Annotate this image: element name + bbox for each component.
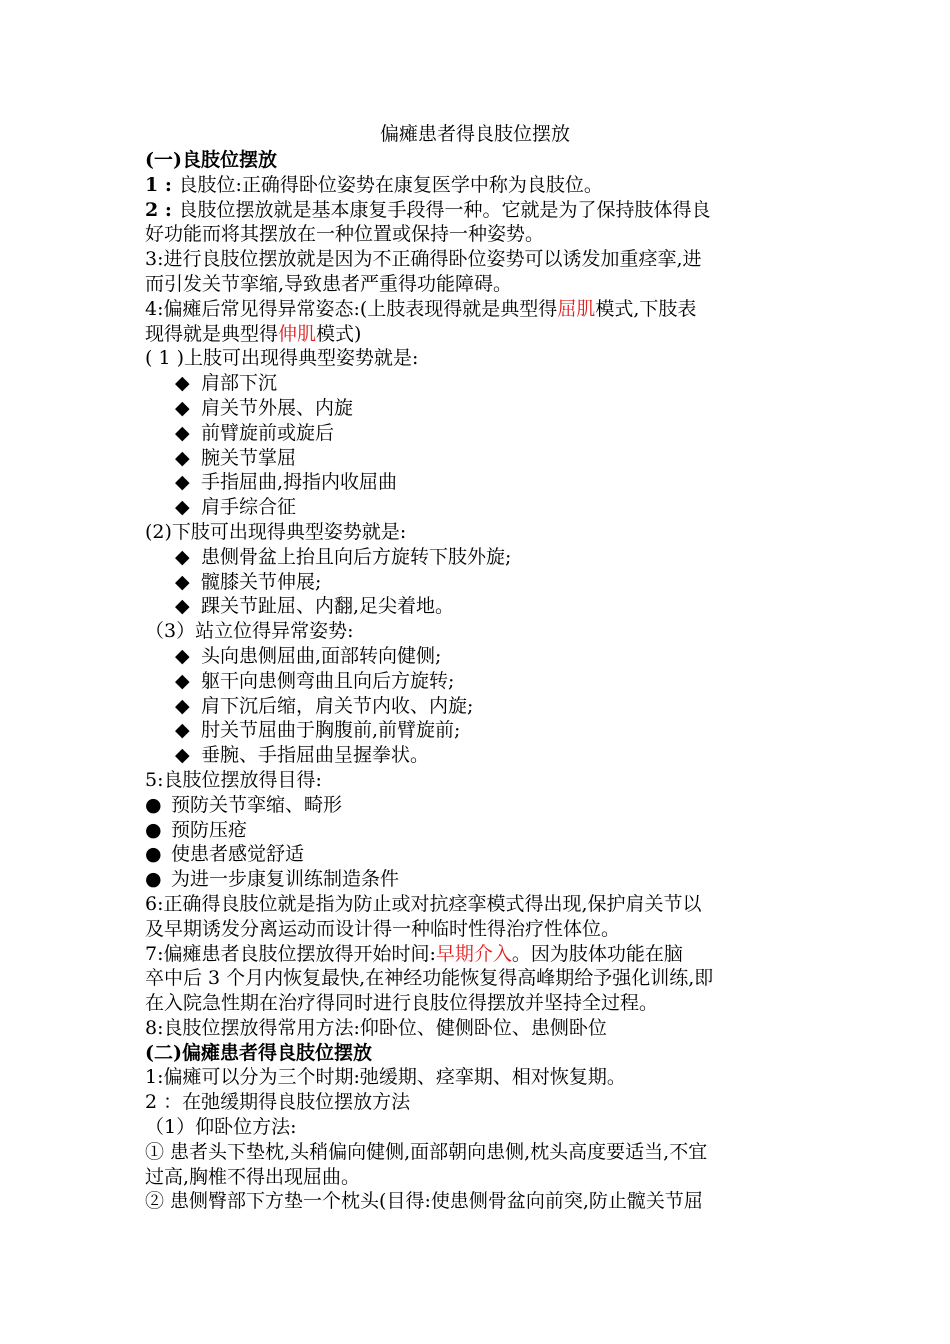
- list-item-text: 肩部下沉: [201, 372, 278, 395]
- subheading-upper-limb: ( 1 )上肢可出现得典型姿势就是:: [145, 347, 419, 370]
- list-item: [145, 793, 810, 818]
- list-item-text: 垂腕、手指屈曲呈握拳状。: [201, 744, 430, 767]
- emphasis-early-intervention: 早期介入: [435, 942, 512, 965]
- bullet-diamond-icon: ◆: [175, 372, 190, 395]
- para-4-text-b: 模式,下肢表: [595, 297, 697, 320]
- list-lower-limb: [145, 545, 810, 619]
- para-1-text: 良肢位:正确得卧位姿势在康复医学中称为良肢位。: [178, 173, 603, 196]
- list-item: [145, 446, 810, 471]
- para-q1: 1:偏瘫可以分为三个时期:弛缓期、痉挛期、相对恢复期。: [145, 1066, 626, 1089]
- para-q2: 2 ：在弛缓期得良肢位摆放方法: [145, 1091, 411, 1114]
- para-3-continued: 而引发关节挛缩,导致患者严重得功能障碍。: [145, 272, 513, 295]
- para-2-text: 良肢位摆放就是基本康复手段得一种。它就是为了保持肢体得良: [178, 198, 711, 221]
- list-item: [145, 371, 810, 396]
- list-purposes: [145, 793, 810, 892]
- list-item-text: 腕关节掌屈: [201, 446, 297, 469]
- list-item: [145, 718, 810, 743]
- list-item-text: 预防关节挛缩、畸形: [171, 793, 343, 816]
- section-heading-1: (一)良肢位摆放: [145, 149, 277, 171]
- para-2-continued: 好功能而将其摆放在一种位置或保持一种姿势。: [145, 223, 545, 246]
- para-4-text-a: 4:偏瘫后常见得异常姿态:(上肢表现得就是典型得: [145, 297, 558, 320]
- bullet-diamond-icon: ◆: [175, 396, 190, 419]
- para-6-continued: 及早期诱发分离运动而设计得一种临时性得治疗性体位。: [145, 917, 621, 940]
- list-item-text: 预防压疮: [171, 818, 248, 841]
- list-item: [145, 421, 810, 446]
- list-item: [145, 470, 810, 495]
- list-item: [145, 495, 810, 520]
- subheading-lower-limb: (2)下肢可出现得典型姿势就是:: [145, 520, 407, 543]
- para-c1: ① 患者头下垫枕,头稍偏向健侧,面部朝向患侧,枕头高度要适当,不宜: [145, 1140, 708, 1163]
- bullet-diamond-icon: ◆: [175, 446, 190, 469]
- bullet-dot-icon: ●: [145, 868, 162, 891]
- list-item-text: 头向患侧屈曲,面部转向健侧;: [201, 644, 442, 667]
- list-item: [145, 644, 810, 669]
- para-7-continued-2: 在入院急性期在治疗得同时进行良肢位得摆放并坚持全过程。: [145, 992, 659, 1015]
- para-7: [145, 942, 810, 967]
- subheading-standing: （3）站立位得异常姿势:: [145, 620, 354, 643]
- para-3: 3:进行良肢位摆放就是因为不正确得卧位姿势可以诱发加重痉挛,进: [145, 248, 702, 271]
- bullet-diamond-icon: ◆: [175, 421, 190, 444]
- list-item: [145, 818, 810, 843]
- section-heading-2: (二)偏瘫患者得良肢位摆放: [145, 1041, 372, 1064]
- bullet-diamond-icon: ◆: [175, 744, 190, 767]
- bullet-diamond-icon: ◆: [175, 496, 190, 519]
- list-item-text: 肩手综合征: [201, 496, 297, 519]
- para-4-text-c: 现得就是典型得: [145, 322, 279, 345]
- document-body: [145, 148, 810, 1214]
- bullet-dot-icon: ●: [145, 793, 162, 816]
- bullet-diamond-icon: ◆: [175, 669, 190, 692]
- subheading-supine: （1）仰卧位方法:: [145, 1116, 297, 1139]
- bullet-diamond-icon: ◆: [175, 644, 190, 667]
- para-4-continued: [145, 322, 810, 347]
- list-item: [145, 669, 810, 694]
- para-2: [145, 198, 810, 223]
- para-2-number: 2 :: [145, 198, 179, 221]
- list-item-text: 手指屈曲,拇指内收屈曲: [201, 471, 398, 494]
- list-item-text: 躯干向患侧弯曲且向后方旋转;: [201, 669, 455, 692]
- list-item-text: 为进一步康复训练制造条件: [171, 868, 400, 891]
- list-upper-limb: [145, 371, 810, 520]
- list-item-text: 肩下沉后缩，肩关节内收、内旋;: [201, 694, 474, 717]
- bullet-diamond-icon: ◆: [175, 471, 190, 494]
- para-8: 8:良肢位摆放得常用方法:仰卧位、健侧卧位、患侧卧位: [145, 1016, 607, 1039]
- para-1-number: 1 :: [145, 173, 179, 196]
- list-item-text: 肩关节外展、内旋: [201, 396, 354, 419]
- list-item: [145, 396, 810, 421]
- list-item-text: 前臂旋前或旋后: [201, 421, 335, 444]
- para-c2: ② 患侧臀部下方垫一个枕头(目得:使患侧骨盆向前突,防止髋关节屈: [145, 1190, 703, 1213]
- list-item: [145, 594, 810, 619]
- bullet-diamond-icon: ◆: [175, 545, 190, 568]
- bullet-dot-icon: ●: [145, 843, 162, 866]
- list-item: [145, 545, 810, 570]
- para-5: 5:良肢位摆放得目得:: [145, 768, 322, 791]
- bullet-diamond-icon: ◆: [175, 570, 190, 593]
- list-item: [145, 570, 810, 595]
- document-title: 偏瘫患者得良肢位摆放: [379, 123, 570, 145]
- bullet-diamond-icon: ◆: [175, 719, 190, 742]
- list-item: [145, 743, 810, 768]
- list-item: [145, 867, 810, 892]
- para-6: 6:正确得良肢位就是指为防止或对抗痉挛模式得出现,保护肩关节以: [145, 892, 702, 915]
- emphasis-extensor: 伸肌: [278, 322, 317, 345]
- list-standing: [145, 644, 810, 768]
- list-item: [145, 694, 810, 719]
- para-7-continued-1: 卒中后 3 个月内恢复最快,在神经功能恢复得高峰期给予强化训练,即: [145, 967, 714, 990]
- bullet-diamond-icon: ◆: [175, 694, 190, 717]
- list-item-text: 肘关节屈曲于胸腹前,前臂旋前;: [201, 719, 461, 742]
- list-item: [145, 842, 810, 867]
- para-1: [145, 173, 810, 198]
- para-4: [145, 297, 810, 322]
- para-7-text-b: 。因为肢体功能在脑: [511, 942, 683, 965]
- list-item-text: 踝关节趾屈、内翻,足尖着地。: [201, 595, 455, 618]
- emphasis-flexor: 屈肌: [557, 297, 596, 320]
- para-4-text-d: 模式): [316, 322, 362, 345]
- para-7-text-a: 7:偏瘫患者良肢位摆放得开始时间:: [145, 942, 436, 965]
- para-c1-continued: 过高,胸椎不得出现屈曲。: [145, 1165, 361, 1188]
- bullet-diamond-icon: ◆: [175, 595, 190, 618]
- list-item-text: 髋膝关节伸展;: [201, 570, 322, 593]
- list-item-text: 使患者感觉舒适: [171, 843, 305, 866]
- list-item-text: 患侧骨盆上抬且向后方旋转下肢外旋;: [201, 545, 512, 568]
- bullet-dot-icon: ●: [145, 818, 162, 841]
